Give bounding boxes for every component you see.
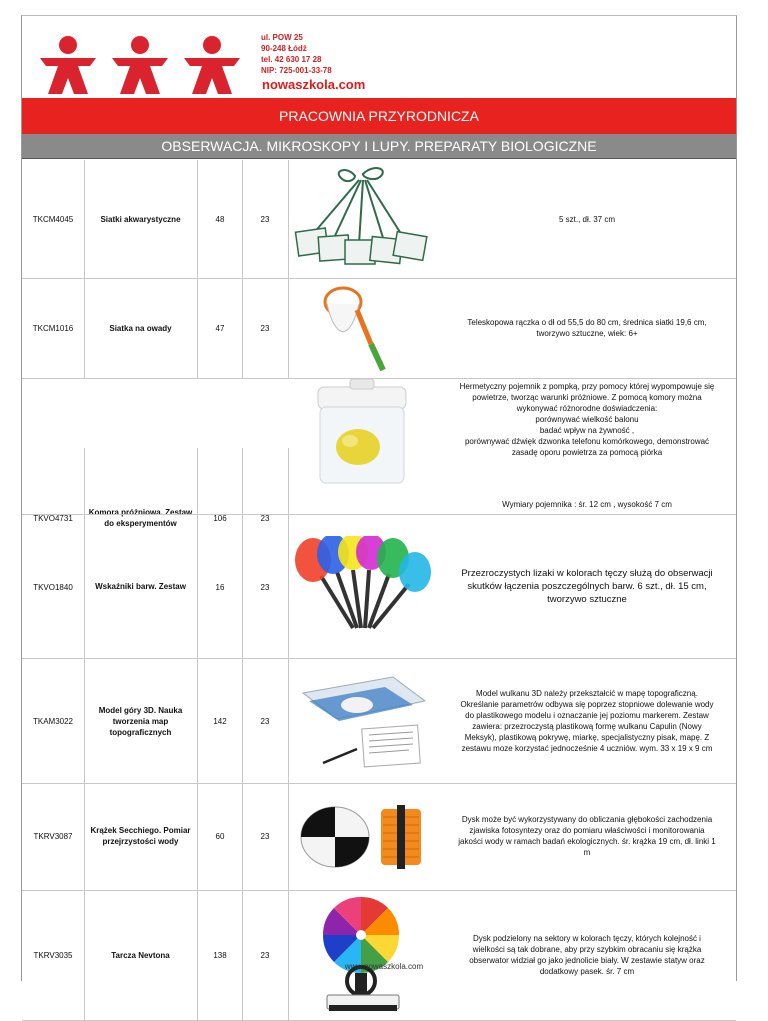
address-line: ul. POW 25 <box>261 33 303 42</box>
product-number: 142 <box>198 659 243 783</box>
product-code: TKVO1840 <box>22 514 85 659</box>
product-name: Siatki akwarystyczne <box>84 160 198 278</box>
product-number: 106 <box>198 448 243 588</box>
logo-figures <box>30 36 250 94</box>
subsection-title: OBSERWACJA. MIKROSKOPY I LUPY. PREPARATY BIOLOGICZNE <box>22 134 736 159</box>
product-name: Wskaźniki barw. Zestaw <box>84 514 198 658</box>
product-code: TKRV3035 <box>22 890 85 1020</box>
product-code: TKAM3022 <box>22 659 85 783</box>
product-number: 23 <box>242 448 289 588</box>
aquarium-nets-image <box>288 160 438 278</box>
address-line: tel. 42 630 17 28 <box>261 55 322 64</box>
product-number: 23 <box>242 278 289 378</box>
product-number: 23 <box>242 890 289 1020</box>
address-line: NIP: 725-001-33-78 <box>261 66 332 75</box>
company-address <box>261 32 332 76</box>
table-row <box>22 782 736 891</box>
table-row <box>22 890 736 1021</box>
table-row <box>22 658 736 784</box>
product-name: Krążek Secchiego. Pomiar przejrzystości wody <box>84 782 198 890</box>
product-description: Hermetyczny pojemnik z pompką, przy pomocy której wypompowuje się powietrze, tworząc warunki próżniowe. Z pomocą komory można wykonywać różnorodne doświadczenia: porównywać wielkość balonu badać wpływ na żywność , porównywać dźwięk dzwonka telefonu komórkowego, demonstrować zasadę oporu powietrza za pomocą piórka <box>459 382 715 457</box>
product-description: Teleskopowa rączka o dł od 55,5 do 80 cm, średnica siatki 19,6 cm, tworzywo sztuczne, wiek: 6+ <box>467 318 707 338</box>
product-name: Siatka na owady <box>84 278 198 378</box>
product-name: Komora próżniowa. Zestaw do eksperymentów <box>84 448 198 588</box>
website-link[interactable]: nowaszkola.com <box>262 77 366 92</box>
product-number: 138 <box>198 890 243 1020</box>
product-number: 23 <box>242 160 289 278</box>
product-code: TKRV3087 <box>22 782 85 890</box>
table-row <box>22 160 736 279</box>
vacuum-chamber-image <box>288 378 438 488</box>
section-title: PRACOWNIA PRZYRODNICZA <box>22 98 736 134</box>
product-number: 60 <box>198 782 243 890</box>
insect-net-image <box>288 278 438 378</box>
product-number: 23 <box>242 514 289 659</box>
table-row <box>22 514 736 658</box>
product-number: 47 <box>198 278 243 378</box>
newton-disk-image <box>288 890 438 1020</box>
product-number: 23 <box>242 659 289 783</box>
table-row <box>22 278 736 379</box>
product-name: Model góry 3D. Nauka tworzenia map topograficznych <box>84 659 198 783</box>
product-dimensions: Wymiary pojemnika : śr. 12 cm , wysokość 7 cm <box>502 499 672 509</box>
product-description: Przezroczystych lizaki w kolorach tęczy służą do obserwacji skutków łączenia poszczególnych barw. 6 szt., dł. 15 cm, tworzywo sztuczne <box>461 567 713 605</box>
product-description: Model wulkanu 3D należy przekształcić w mapę topograficzną. Określanie parametrów odbywa się poprzez stopniowe dolewanie wody do plastikowego modelu i oznaczanie jej poziomu markerem. Zestaw zawiera: przezroczystą plastikową formę wulkanu Capulin (Nowy Meksyk), plastikową pokrywę, miarkę, specjalistyczny pisak, mapę. Z zestawu moze korzystać jednocześnie 4 uczniów. wym. 33 x 19 x 9 cm <box>460 689 714 753</box>
secchi-disk-image <box>288 782 438 890</box>
address-line: 90-248 Łódź <box>261 44 307 53</box>
product-description: Dysk może być wykorzystywany do obliczania głębokości zachodzenia zjawiska fotosyntezy oraz do pomiaru właściwości i monitorowania jakości wody w ramach badań ekologicznych. śr. krążka 19 cm, dł. linki 1 m <box>458 815 716 857</box>
product-name: Tarcza Nevtona <box>84 890 198 1020</box>
product-number: 16 <box>198 514 243 659</box>
footer-website[interactable]: www.nowaszkola.com <box>344 962 424 971</box>
product-code: TKVO4731 <box>22 448 85 588</box>
product-description: 5 szt., dł. 37 cm <box>558 214 616 224</box>
product-code: TKCM1016 <box>22 278 85 378</box>
product-number: 48 <box>198 160 243 278</box>
product-description: Dysk podzielony na sektory w kolorach tęczy, których kolejność i wielkości są tak dobrane, aby przy szybkim obracaniu się krążka obserwator widział go jako jednolicie biały. W zestawie statyw oraz dodatkowy pasek. śr. 7 cm <box>469 934 705 976</box>
product-number: 23 <box>242 782 289 890</box>
mountain-model-image <box>288 659 438 783</box>
product-code: TKCM4045 <box>22 160 85 278</box>
